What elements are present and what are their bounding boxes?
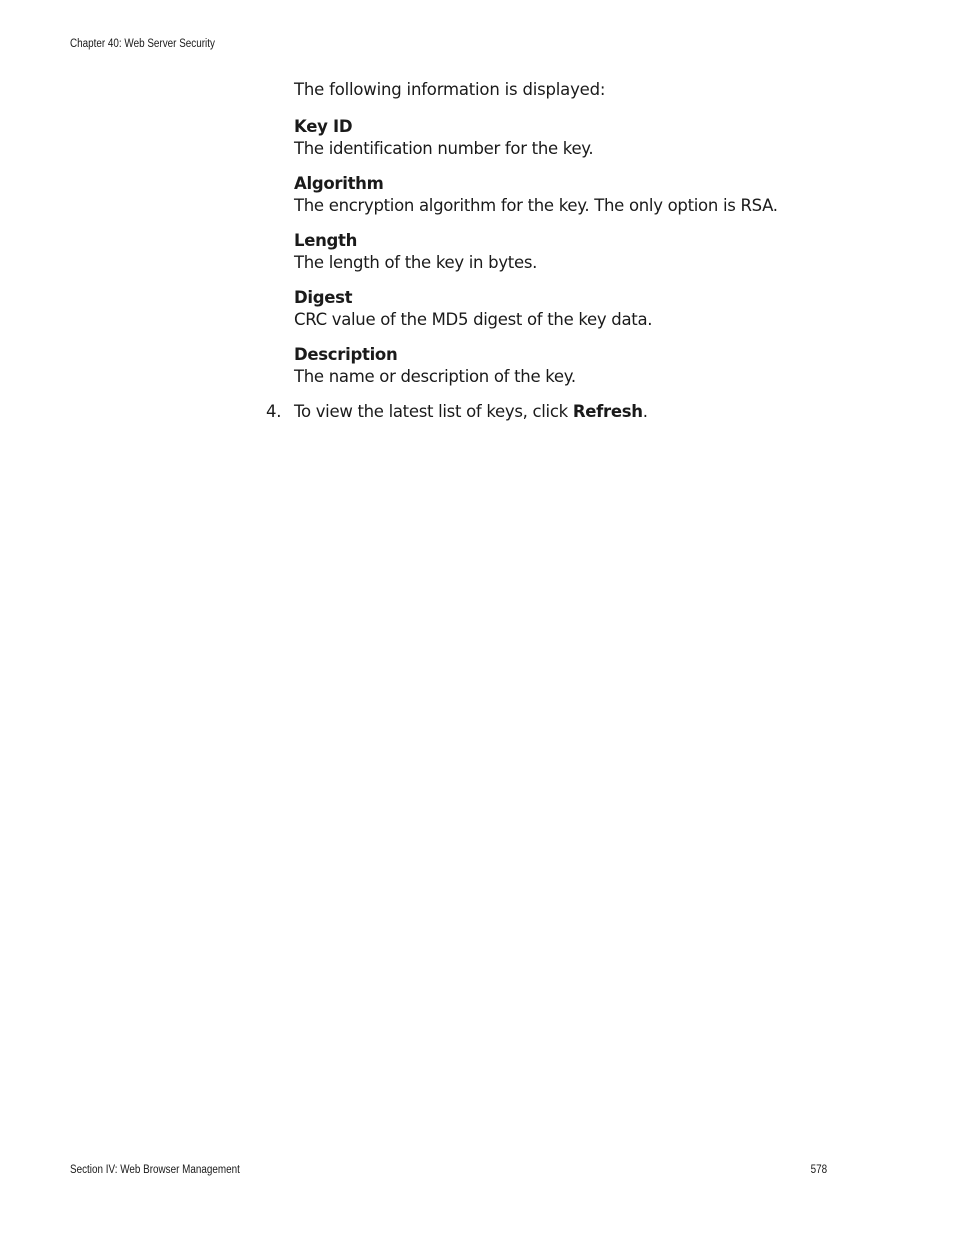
definition-key-id (294, 116, 894, 159)
definition-description (294, 344, 894, 387)
running-footer-section: Section IV: Web Browser Management (70, 1164, 240, 1176)
description-length: The length of the key in bytes. (294, 253, 538, 272)
term-description: Description (294, 345, 398, 364)
description-digest: CRC value of the MD5 digest of the key data. (294, 310, 653, 329)
page-number: 578 (810, 1164, 827, 1176)
term-digest: Digest (294, 288, 353, 307)
refresh-label: Refresh (572, 402, 643, 421)
term-algorithm: Algorithm (294, 174, 384, 193)
definition-length (294, 230, 894, 273)
running-header: Chapter 40: Web Server Security (70, 38, 215, 50)
step-number: 4. (266, 402, 282, 421)
step-text-end: . (642, 402, 648, 421)
main-content (266, 78, 894, 423)
description-description: The name or description of the key. (294, 367, 576, 386)
description-algorithm: The encryption algorithm for the key. The only option is RSA. (294, 196, 778, 215)
definition-digest (294, 287, 894, 330)
step-text: To view the latest list of keys, click (294, 402, 573, 421)
intro-text: The following information is displayed: (294, 80, 606, 99)
description-key-id: The identification number for the key. (294, 139, 594, 158)
step-refresh (266, 401, 894, 423)
term-length: Length (294, 231, 358, 250)
term-key-id: Key ID (294, 117, 353, 136)
definition-algorithm (294, 173, 894, 216)
